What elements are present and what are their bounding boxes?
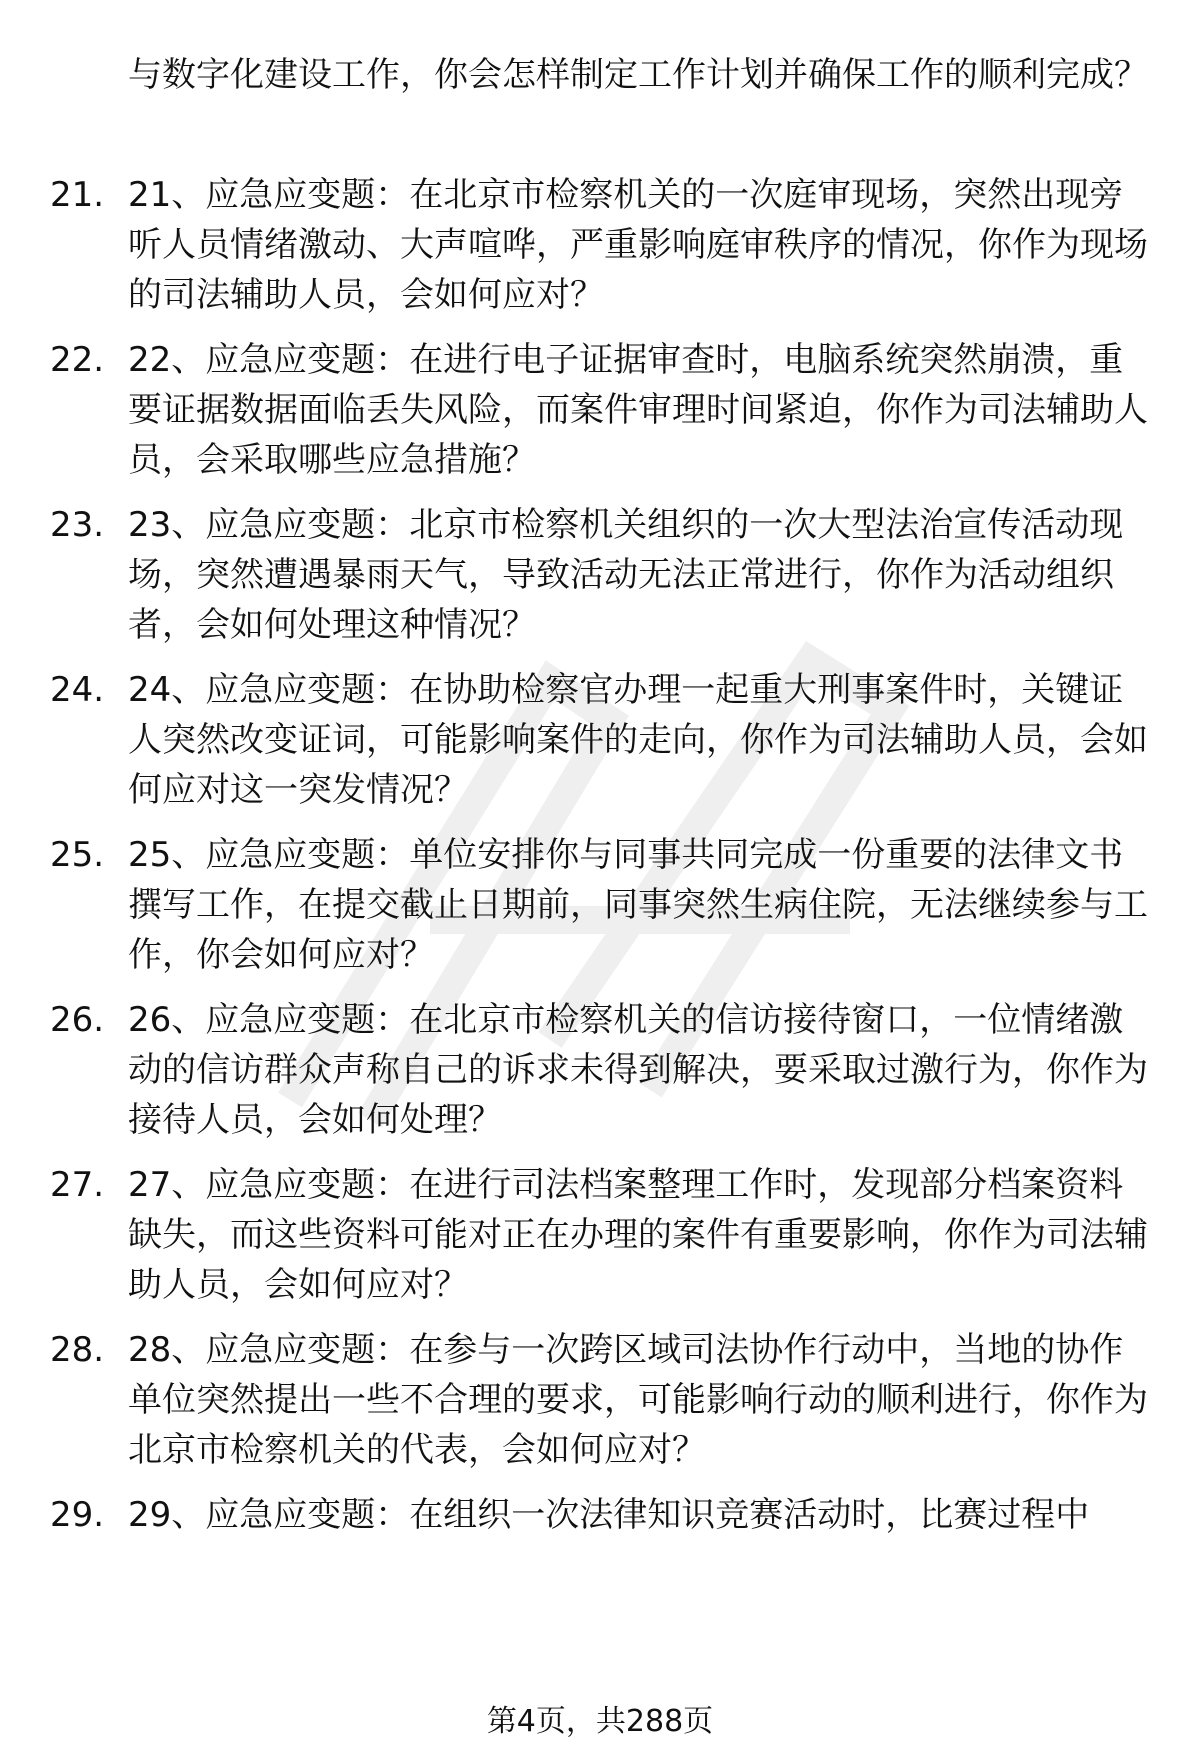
item-number-24: 24. [50,670,105,710]
item-number-25: 25. [50,835,105,875]
list-item: 22、应急应变题：在进行电子证据审查时，电脑系统突然崩溃，重要证据数据面临丢失风险，而案件审理时间紧迫，你作为司法辅助人员，会采取哪些应急措施？ [128,340,1148,480]
list-item: 27、应急应变题：在进行司法档案整理工作时，发现部分档案资料缺失，而这些资料可能对正在办理的案件有重要影响，你作为司法辅助人员，会如何应对？ [128,1165,1148,1305]
item-number-28: 28. [50,1330,105,1370]
list-item: 24、应急应变题：在协助检察官办理一起重大刑事案件时，关键证人突然改变证词，可能影响案件的走向，你作为司法辅助人员，会如何应对这一突发情况？ [128,670,1148,810]
list-item: 23、应急应变题：北京市检察机关组织的一次大型法治宣传活动现场，突然遭遇暴雨天气，导致活动无法正常进行，你作为活动组织者，会如何处理这种情况？ [128,505,1124,645]
list-item: 25、应急应变题：单位安排你与同事共同完成一份重要的法律文书撰写工作，在提交截止日期前，同事突然生病住院，无法继续参与工作，你会如何应对？ [128,835,1148,975]
page-number: 第4页，共288页 [486,1704,714,1739]
item-number-29: 29. [50,1495,105,1535]
item-number-22: 22. [50,340,105,380]
item-number-27: 27. [50,1165,105,1205]
list-item: 29、应急应变题：在组织一次法律知识竞赛活动时，比赛过程中 [128,1495,1090,1535]
item-number-21: 21. [50,175,105,215]
list-item: 21、应急应变题：在北京市检察机关的一次庭审现场，突然出现旁听人员情绪激动、大声喧哗，严重影响庭审秩序的情况，你作为现场的司法辅助人员，会如何应对？ [128,175,1148,315]
item-number-26: 26. [50,1000,105,1040]
continuation-text: 与数字化建设工作，你会怎样制定工作计划并确保工作的顺利完成？ [128,55,1148,95]
list-item: 26、应急应变题：在北京市检察机关的信访接待窗口，一位情绪激动的信访群众声称自己的诉求未得到解决，要采取过激行为，你作为接待人员，会如何处理？ [128,1000,1148,1140]
list-item: 28、应急应变题：在参与一次跨区域司法协作行动中，当地的协作单位突然提出一些不合理的要求，可能影响行动的顺利进行，你作为北京市检察机关的代表，会如何应对？ [128,1330,1148,1470]
item-number-23: 23. [50,505,105,545]
